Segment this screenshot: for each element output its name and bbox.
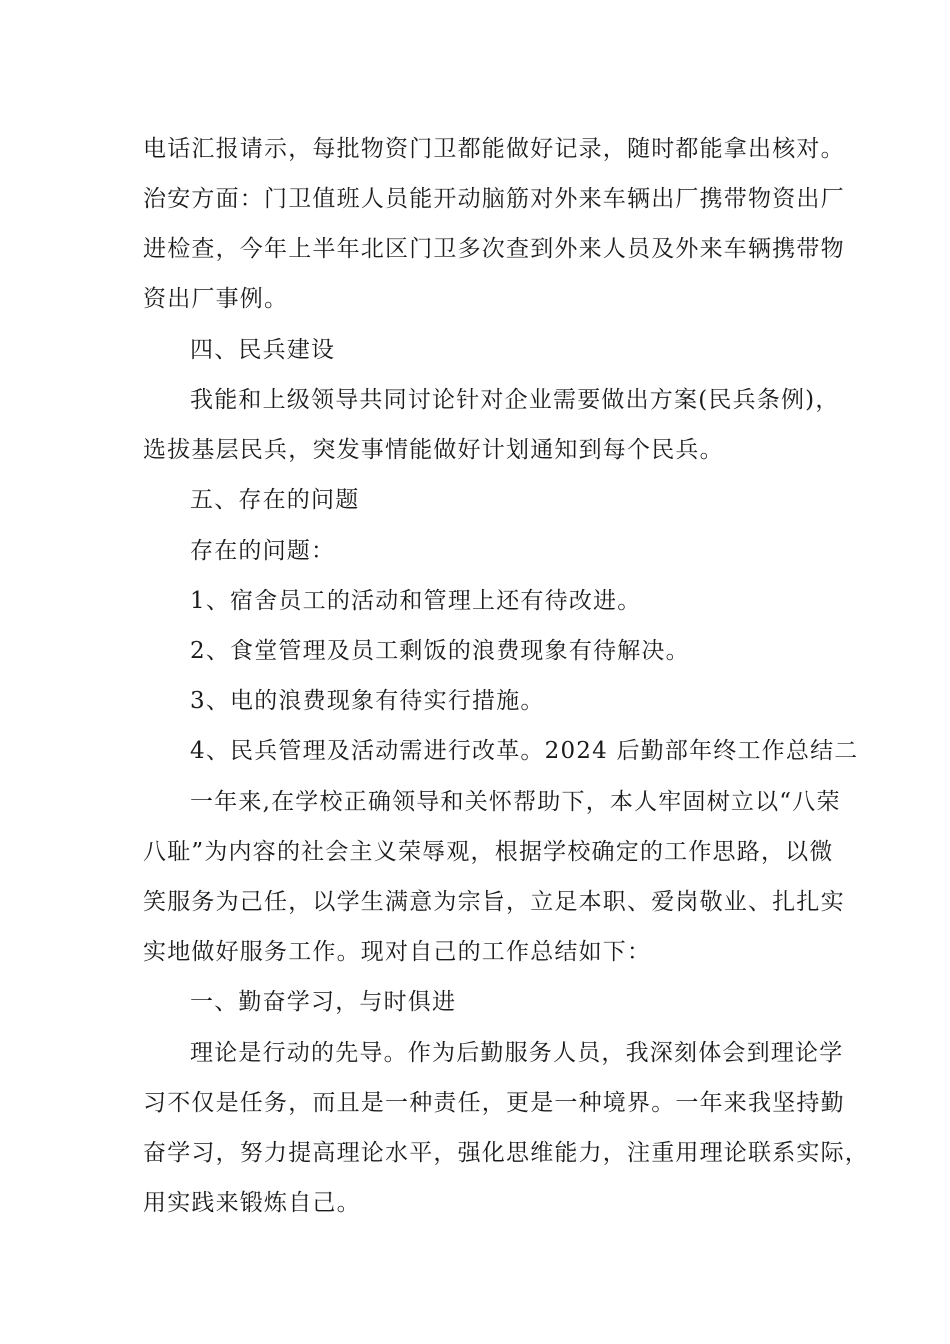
text-line: 进检查，今年上半年北区门卫多次查到外来人员及外来车辆携带物 xyxy=(143,236,845,262)
text-line: 存在的问题： xyxy=(190,538,336,564)
text-line: 实地做好服务工作。现对自己的工作总结如下： xyxy=(143,939,652,965)
section-heading: 一、勤奋学习，与时俱进 xyxy=(190,989,457,1015)
text-line: 奋学习，努力提高理论水平，强化思维能力，注重用理论联系实际， xyxy=(143,1140,869,1166)
text-line: 治安方面：门卫值班人员能开动脑筋对外来车辆出厂携带物资出厂 xyxy=(143,186,845,212)
list-item: 4、民兵管理及活动需进行改革。2024 后勤部年终工作总结二 xyxy=(190,738,859,764)
text-line: 电话汇报请示，每批物资门卫都能做好记录，随时都能拿出核对。 xyxy=(143,136,845,162)
text-line: 选拔基层民兵，突发事情能做好计划通知到每个民兵。 xyxy=(143,437,724,463)
list-item: 2、食堂管理及员工剩饭的浪费现象有待解决。 xyxy=(190,638,690,664)
text-line: 笑服务为己任，以学生满意为宗旨，立足本职、爱岗敬业、扎扎实 xyxy=(143,889,845,915)
list-item: 1、宿舍员工的活动和管理上还有待改进。 xyxy=(190,588,642,614)
text-line: 资出厂事例。 xyxy=(143,286,289,312)
section-heading: 五、存在的问题 xyxy=(190,487,360,513)
text-line: 用实践来锻炼自己。 xyxy=(143,1190,361,1216)
section-heading: 四、民兵建设 xyxy=(190,337,336,363)
text-line: 一年来,在学校正确领导和关怀帮助下，本人牢固树立以“八荣 xyxy=(190,789,841,815)
text-line: 我能和上级领导共同讨论针对企业需要做出方案(民兵条例)， xyxy=(190,387,840,413)
text-line: 理论是行动的先导。作为后勤服务人员，我深刻体会到理论学 xyxy=(190,1040,844,1066)
text-line: 习不仅是任务，而且是一种责任，更是一种境界。一年来我坚持勤 xyxy=(143,1090,845,1116)
text-line: 八耻”为内容的社会主义荣辱观，根据学校确定的工作思路，以微 xyxy=(143,839,834,865)
list-item: 3、电的浪费现象有待实行措施。 xyxy=(190,688,545,714)
